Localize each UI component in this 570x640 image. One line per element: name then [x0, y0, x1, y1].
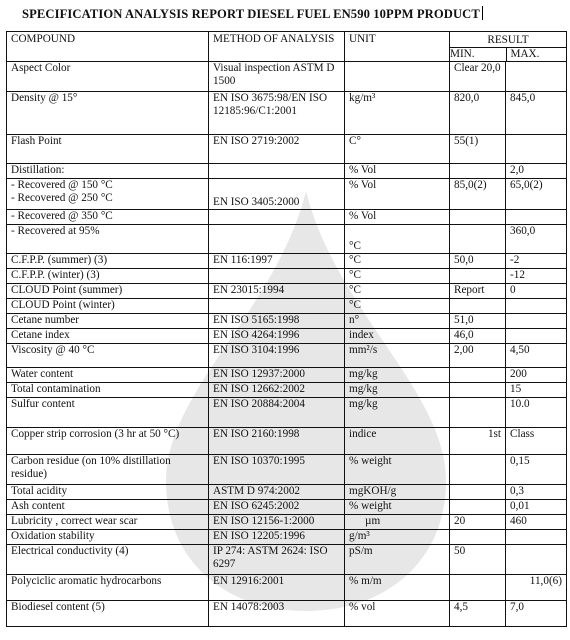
min-cell	[450, 269, 506, 284]
min-cell	[450, 299, 506, 314]
min-cell: Clear 20,0	[450, 62, 506, 92]
compound-cell: Copper strip corrosion (3 hr at 50 °C)	[7, 428, 209, 455]
table-row	[7, 485, 567, 500]
method-cell: EN ISO 6245:2002	[209, 500, 345, 515]
method-cell: EN ISO 3675:98/EN ISO 12185:96/C1:2001	[209, 92, 345, 135]
min-cell: 85,0(2)	[450, 179, 506, 210]
header-result-label: RESULT	[450, 33, 566, 48]
min-cell	[450, 398, 506, 428]
table-row	[7, 398, 567, 428]
table-row	[7, 314, 567, 329]
method-cell	[209, 269, 345, 284]
method-cell: EN ISO 5165:1998	[209, 314, 345, 329]
unit-cell: n°	[345, 314, 450, 329]
compound-cell: Density @ 15°	[7, 92, 209, 135]
unit-cell: % Vol	[345, 210, 450, 225]
table-row	[7, 455, 567, 485]
compound-cell: Cetane number	[7, 314, 209, 329]
max-cell: 7,0	[506, 601, 567, 627]
max-cell	[506, 314, 567, 329]
method-cell: EN ISO 12662:2002	[209, 383, 345, 398]
min-cell	[450, 368, 506, 383]
table-row	[7, 299, 567, 314]
unit-cell: indice	[345, 428, 450, 455]
method-cell	[209, 225, 345, 254]
method-cell	[209, 210, 345, 225]
compound-cell: CLOUD Point (winter)	[7, 299, 209, 314]
max-cell: 0,01	[506, 500, 567, 515]
max-cell: 460	[506, 515, 567, 530]
table-row	[7, 164, 567, 179]
header-method: METHOD OF ANALYSIS	[209, 32, 345, 62]
max-cell: 15	[506, 383, 567, 398]
min-cell: 51,0	[450, 314, 506, 329]
unit-cell	[345, 62, 450, 92]
max-cell: -2	[506, 254, 567, 269]
page-title: SPECIFICATION ANALYSIS REPORT DIESEL FUEL EN590 10PPM PRODUCT	[22, 6, 562, 22]
method-cell: EN ISO 12937:2000	[209, 368, 345, 383]
method-cell: EN ISO 12156-1:2000	[209, 515, 345, 530]
method-cell: EN ISO 3405:2000	[209, 179, 345, 210]
min-cell	[450, 210, 506, 225]
max-cell	[506, 329, 567, 344]
unit-cell: °C	[345, 284, 450, 299]
max-cell: Class	[506, 428, 567, 455]
unit-cell: kg/m³	[345, 92, 450, 135]
table-row	[7, 284, 567, 299]
method-cell: ASTM D 974:2002	[209, 485, 345, 500]
table-row	[7, 135, 567, 164]
unit-cell: % vol	[345, 601, 450, 627]
unit-cell: % weight	[345, 455, 450, 485]
table-row	[7, 500, 567, 515]
compound-cell: C.F.P.P. (winter) (3)	[7, 269, 209, 284]
min-cell: 46,0	[450, 329, 506, 344]
table-row	[7, 545, 567, 575]
max-cell	[506, 545, 567, 575]
table-row	[7, 225, 567, 254]
header-max: MAX.	[506, 48, 567, 61]
method-cell: EN 14078:2003	[209, 601, 345, 627]
max-cell: 4,50	[506, 344, 567, 368]
max-cell: 2,0	[506, 164, 567, 179]
max-cell	[506, 299, 567, 314]
max-cell: 0,3	[506, 485, 567, 500]
min-cell	[450, 225, 506, 254]
min-cell	[450, 164, 506, 179]
method-cell: IP 274: ASTM 2624: ISO 6297	[209, 545, 345, 575]
header-compound: COMPOUND	[7, 32, 209, 62]
table-row	[7, 210, 567, 225]
compound-cell: - Recovered @ 350 °C	[7, 210, 209, 225]
max-cell	[506, 530, 567, 545]
distillation-150: - Recovered @ 150 °C	[11, 179, 113, 191]
distillation-250: - Recovered @ 250 °C	[11, 192, 113, 204]
table-row	[7, 383, 567, 398]
method-cell: EN ISO 2160:1998	[209, 428, 345, 455]
method-cell: EN 116:1997	[209, 254, 345, 269]
unit-cell: °C	[345, 225, 450, 254]
max-cell: 0	[506, 284, 567, 299]
min-cell: 820,0	[450, 92, 506, 135]
header-row	[7, 32, 567, 62]
text-cursor	[482, 6, 483, 20]
min-cell: 20	[450, 515, 506, 530]
table-row	[7, 62, 567, 92]
table-row	[7, 601, 567, 627]
table-row	[7, 344, 567, 368]
min-cell	[450, 500, 506, 515]
min-cell: 55(1)	[450, 135, 506, 164]
table-row	[7, 269, 567, 284]
unit-cell: C°	[345, 135, 450, 164]
max-cell: 65,0(2)	[506, 179, 567, 210]
compound-cell: - Recovered at 95%	[7, 225, 209, 254]
unit-cell: pS/m	[345, 545, 450, 575]
compound-cell: Viscosity @ 40 °C	[7, 344, 209, 368]
table-row	[7, 428, 567, 455]
method-cell: EN ISO 10370:1995	[209, 455, 345, 485]
max-cell	[506, 210, 567, 225]
min-cell: 4,5	[450, 601, 506, 627]
compound-cell: Oxidation stability	[7, 530, 209, 545]
method-cell: EN ISO 20884:2004	[209, 398, 345, 428]
min-cell: 1st	[450, 428, 506, 455]
max-cell: 200	[506, 368, 567, 383]
unit-cell: mm²/s	[345, 344, 450, 368]
max-cell	[506, 62, 567, 92]
compound-cell: Ash content	[7, 500, 209, 515]
unit-cell: mg/kg	[345, 383, 450, 398]
spec-table-container	[6, 31, 566, 627]
method-cell	[209, 299, 345, 314]
compound-cell: C.F.P.P. (summer) (3)	[7, 254, 209, 269]
compound-cell: Biodiesel content (5)	[7, 601, 209, 627]
table-row	[7, 368, 567, 383]
method-cell: EN 23015:1994	[209, 284, 345, 299]
unit-cell: index	[345, 329, 450, 344]
unit-cell: mg/kg	[345, 368, 450, 383]
unit-cell: mg/kg	[345, 398, 450, 428]
method-cell	[209, 164, 345, 179]
table-row	[7, 254, 567, 269]
compound-cell: Electrical conductivity (4)	[7, 545, 209, 575]
method-cell: EN ISO 2719:2002	[209, 135, 345, 164]
compound-cell: Total contamination	[7, 383, 209, 398]
unit-cell: mgKOH/g	[345, 485, 450, 500]
compound-cell: Flash Point	[7, 135, 209, 164]
max-cell: -12	[506, 269, 567, 284]
min-cell	[450, 530, 506, 545]
table-row	[7, 515, 567, 530]
max-cell	[506, 135, 567, 164]
method-cell: EN ISO 3104:1996	[209, 344, 345, 368]
compound-cell: Aspect Color	[7, 62, 209, 92]
compound-cell: Carbon residue (on 10% distillation residue)	[7, 455, 209, 485]
unit-cell: % m/m	[345, 575, 450, 601]
method-cell: Visual inspection ASTM D 1500	[209, 62, 345, 92]
unit-cell: °C	[345, 254, 450, 269]
unit-cell: °C	[345, 269, 450, 284]
min-cell: 50,0	[450, 254, 506, 269]
table-row	[7, 530, 567, 545]
unit-cell: % Vol	[345, 179, 450, 210]
compound-cell: CLOUD Point (summer)	[7, 284, 209, 299]
compound-cell: Water content	[7, 368, 209, 383]
header-result	[450, 32, 567, 62]
spec-table	[6, 31, 567, 627]
method-cell: EN 12916:2001	[209, 575, 345, 601]
max-cell: 11,0(6)	[506, 575, 567, 601]
max-cell: 10.0	[506, 398, 567, 428]
table-row	[7, 575, 567, 601]
compound-cell: Total acidity	[7, 485, 209, 500]
min-cell: 2,00	[450, 344, 506, 368]
compound-cell: Cetane index	[7, 329, 209, 344]
unit-cell: % Vol	[345, 164, 450, 179]
compound-cell: Sulfur content	[7, 398, 209, 428]
table-row	[7, 329, 567, 344]
unit-cell: °C	[345, 299, 450, 314]
unit-cell: g/m³	[345, 530, 450, 545]
unit-cell: % weight	[345, 500, 450, 515]
compound-cell	[7, 179, 209, 210]
max-cell: 845,0	[506, 92, 567, 135]
header-unit: UNIT	[345, 32, 450, 62]
min-cell	[450, 383, 506, 398]
method-cell: EN ISO 4264:1996	[209, 329, 345, 344]
min-cell: Report	[450, 284, 506, 299]
compound-cell: Polyciclic aromatic hydrocarbons	[7, 575, 209, 601]
min-cell: 50	[450, 545, 506, 575]
table-row	[7, 179, 567, 210]
max-cell: 0,15	[506, 455, 567, 485]
compound-cell: Lubricity , correct wear scar	[7, 515, 209, 530]
unit-cell: µm	[345, 515, 450, 530]
table-row	[7, 92, 567, 135]
min-cell	[450, 455, 506, 485]
compound-cell: Distillation:	[7, 164, 209, 179]
method-cell: EN ISO 12205:1996	[209, 530, 345, 545]
header-min: MIN.	[450, 48, 475, 60]
min-cell	[450, 485, 506, 500]
max-cell: 360,0	[506, 225, 567, 254]
min-cell	[450, 575, 506, 601]
